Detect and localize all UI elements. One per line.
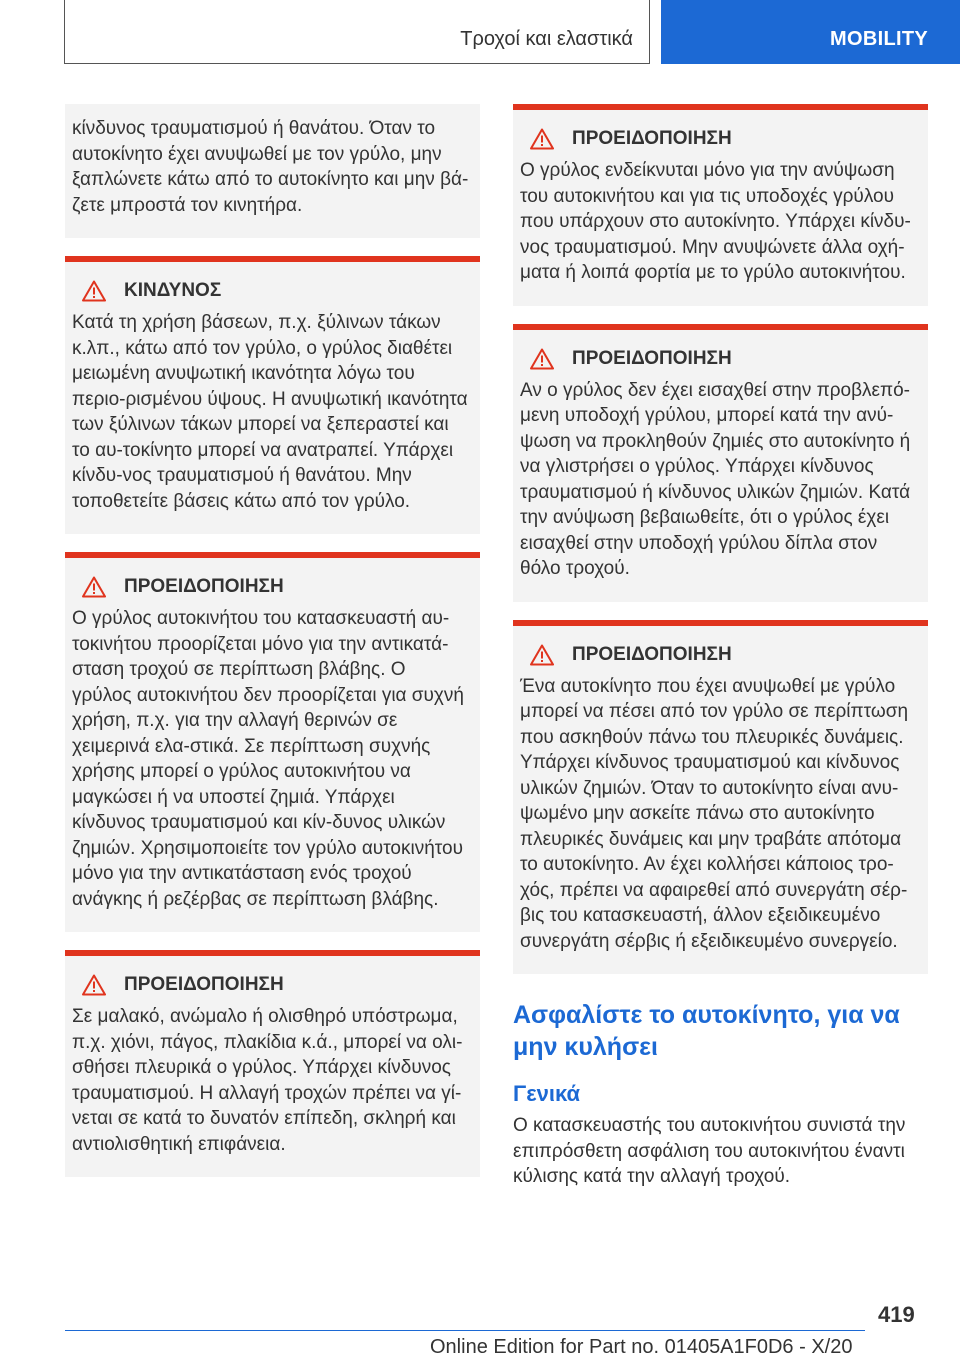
box-heading-label: ΠΡΟΕΙΔΟΠΟΙΗΣΗ xyxy=(572,643,732,665)
section-title: Ασφαλίστε το αυτοκίνητο, για να μην κυλήσει xyxy=(513,1001,900,1061)
footer-divider xyxy=(65,1330,865,1331)
footer-text: Online Edition for Part no. 01405A1F0D6 - X/20 xyxy=(430,1336,853,1358)
intro-box xyxy=(65,104,480,238)
warning-box xyxy=(513,620,928,975)
warning-triangle-icon xyxy=(530,644,554,666)
warning-box xyxy=(513,324,928,602)
body-paragraph: Ο κατασκευαστής του αυτοκινήτου συνιστά την επιπρόσθετη ασφάλιση του αυτοκινήτου έναντι κύλισης κατά την αλλαγή τροχού. xyxy=(513,1115,906,1187)
right-column xyxy=(513,104,928,1190)
warning-triangle-icon xyxy=(530,348,554,370)
box-heading xyxy=(72,974,470,996)
danger-box xyxy=(65,256,480,534)
box-text: Κατά τη χρήση βάσεων, π.χ. ξύλινων τάκων κ.λπ., κάτω από τον γρύλο, ο γρύλος διαθέτει μειωμένη ανυψωτική ικανότητα λόγω του περιο-ρισμένου ύψους. Η ανυψωτική ικανότητα των ξύλινων τάκων μπορεί να ξεπεραστεί και το αυ-τοκίνητο μπορεί να ανατραπεί. Υπάρχει κίνδυ-νος τραυματισμού ή θανάτου. Μην τοποθετείτε βάσεις κάτω από τον γρύλο. xyxy=(72,312,468,512)
box-text: Ο γρύλος ενδείκνυται μόνο για την ανύψωση του αυτοκινήτου και για τις υποδοχές γρύλου που υπάρχουν στο αυτοκίνητο. Υπάρχει κίνδυ-νος τραυματισμού. Μην ανυψώνετε άλλα οχή-ματα ή λοιπά φορτία με το γρύλο αυτοκινήτου. xyxy=(520,160,911,283)
box-heading xyxy=(72,576,470,598)
box-heading-label: ΚΙΝΔΥΝΟΣ xyxy=(124,280,222,301)
box-text: Αν ο γρύλος δεν έχει εισαχθεί στην προβλεπό-μενη υποδοχή γρύλου, μπορεί κατά την ανύ-ψωση να προκληθούν ζημιές στο αυτοκίνητο ή να γλιστρήσει ο γρύλος. Υπάρχει κίνδυνος τραυματισμού ή κίνδυνος υλικών ζημιών. Κατά την ανύψωση βεβαιωθείτε, ότι ο γρύλος έχει εισαχθεί στην υποδοχή γρύλου δίπλα στον θόλο τροχού. xyxy=(520,379,911,579)
chapter-title: Τροχοί και ελαστικά xyxy=(460,28,633,50)
header-bar xyxy=(64,0,650,64)
box-heading xyxy=(520,644,918,666)
warning-triangle-icon xyxy=(82,576,106,598)
box-text: Ο γρύλος αυτοκινήτου του κατασκευαστή αυ-τοκινήτου προορίζεται μόνο για την αντικατά-σταση τροχού σε περίπτωση βλάβης. Ο γρύλος αυτοκινήτου δεν προορίζεται για συχνή χρήση, π.χ. για την αλλαγή θερινών σε χειμερινά ελα-στικά. Σε περίπτωση συχνής χρήσης μπορεί ο γρύλος αυτοκινήτου να μαγκώσει ή να υποστεί ζημιά. Υπάρχει κίνδυνος τραυματισμού και κίν-δυνος υλικών ζημιών. Χρησιμοποιείτε τον γρύλο αυτοκινήτου μόνο για την αντικατάσταση ενός τροχού ανάγκης ή ρεζέρβας σε περίπτωση βλάβης. xyxy=(72,608,464,910)
box-heading-label: ΠΡΟΕΙΔΟΠΟΙΗΣΗ xyxy=(572,128,732,149)
warning-triangle-icon xyxy=(82,974,106,996)
warning-box xyxy=(65,950,480,1177)
section-tab xyxy=(661,0,960,64)
warning-triangle-icon xyxy=(82,280,106,302)
box-text: Σε μαλακό, ανώμαλο ή ολισθηρό υπόστρωμα, π.χ. χιόνι, πάγος, πλακίδια κ.ά., μπορεί να ολι-σθήσει πλευρικά ο γρύλος. Υπάρχει κίνδυνος τραυματισμού. Η αλλαγή τροχών πρέπει να γί-νεται σε κατά το δυνατόν επίπεδη, σκληρή και αντιολισθητική επιφάνεια. xyxy=(72,1006,463,1155)
box-heading xyxy=(520,128,918,150)
warning-box xyxy=(513,104,928,306)
warning-box xyxy=(65,552,480,932)
left-column xyxy=(65,104,480,1177)
box-heading-label: ΠΡΟΕΙΔΟΠΟΙΗΣΗ xyxy=(124,974,284,995)
box-heading xyxy=(72,280,470,302)
box-heading-label: ΠΡΟΕΙΔΟΠΟΙΗΣΗ xyxy=(572,347,732,369)
box-text: Ένα αυτοκίνητο που έχει ανυψωθεί με γρύλο μπορεί να πέσει από τον γρύλο σε περίπτωση που ασκηθούν πάνω του πλευρικές δυνάμεις. Υπάρχει κίνδυνος τραυματισμού και κίνδυνος υλικών ζημιών. Όταν το αυτοκίνητο είναι ανυ-ψωμένο μην ασκείτε πάνω στο αυτοκίνητο πλευρικές δυνάμεις και μην τραβάτε απότομα το αυτοκίνητο. Αν έχει κολλήσει κάποιος τρο-χός, πρέπει να αφαιρεθεί από συνεργάτη σέρ-βις του κατασκευαστή, άλλον εξειδικευμένο συνεργάτη σέρβις ή εξειδικευμένο συνεργείο. xyxy=(520,675,909,952)
intro-text: κίνδυνος τραυματισμού ή θανάτου. Όταν το αυτοκίνητο έχει ανυψωθεί με τον γρύλο, μην ξαπλώνετε κάτω από το αυτοκίνητο και μην βά-ζετε μπροστά τον κινητήρα. xyxy=(72,118,469,216)
section-label: MOBILITY xyxy=(830,28,928,50)
box-heading-label: ΠΡΟΕΙΔΟΠΟΙΗΣΗ xyxy=(124,576,284,597)
subsection-title: Γενικά xyxy=(513,1081,581,1106)
box-heading xyxy=(520,348,918,370)
warning-triangle-icon xyxy=(530,128,554,150)
page-number: 419 xyxy=(878,1302,915,1327)
